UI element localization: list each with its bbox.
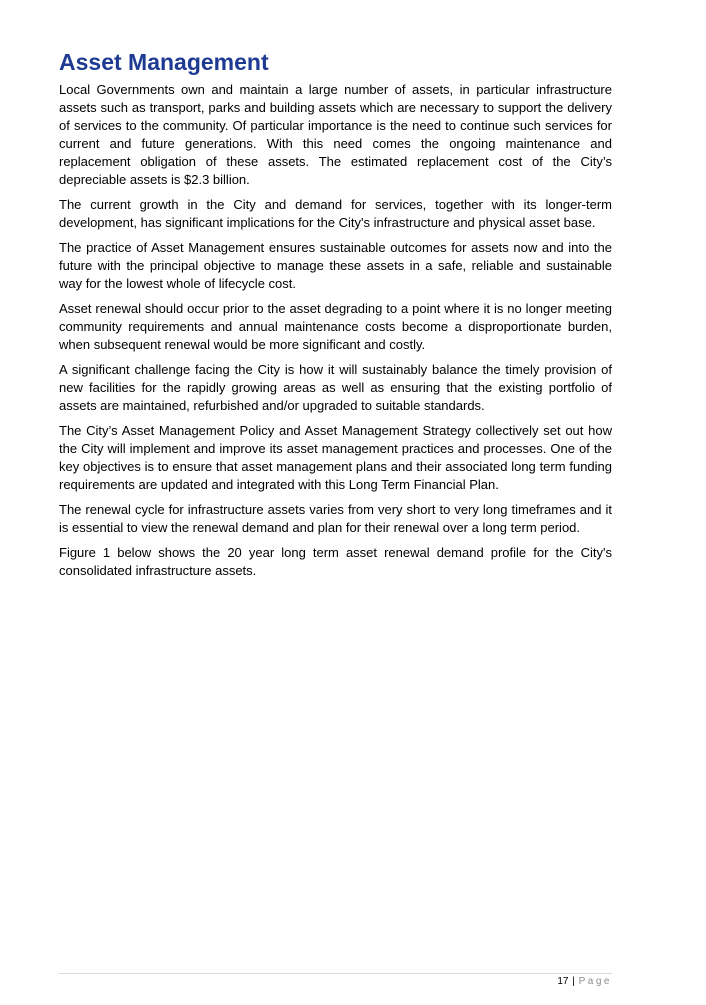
paragraph-4: Asset renewal should occur prior to the asset degrading to a point where it is no longer meeting community requirements and annual maintenance costs become a disproportionate burden, when subsequent renewal would be more significant and costly. bbox=[59, 301, 612, 352]
page-footer bbox=[557, 976, 612, 988]
paragraph-7: The renewal cycle for infrastructure assets varies from very short to very long timeframes and it is essential to view the renewal demand and plan for their renewal over a long term period. bbox=[59, 502, 612, 535]
paragraph-6: The City’s Asset Management Policy and Asset Management Strategy collectively set out how the City will implement and improve its asset management practices and processes. One of the key objectives is to ensure that asset management plans and their associated long term funding requirements are updated and integrated with this Long Term Financial Plan. bbox=[59, 423, 612, 492]
footer-divider bbox=[59, 973, 612, 974]
paragraph-2: The current growth in the City and demand for services, together with its longer-term development, has significant implications for the City's infrastructure and physical asset base. bbox=[59, 197, 612, 230]
page-number: 17 bbox=[557, 976, 569, 987]
section-heading: Asset Management bbox=[59, 49, 269, 75]
paragraph-3: The practice of Asset Management ensures sustainable outcomes for assets now and into the future with the principal objective to manage these assets in a safe, reliable and sustainable way for the lowest whole of lifecycle cost. bbox=[59, 240, 612, 291]
paragraph-1: Local Governments own and maintain a large number of assets, in particular infrastructure assets such as transport, parks and building assets which are necessary to support the delivery of services to the community. Of particular importance is the need to continue such services for current and future generations. With this need comes the ongoing maintenance and replacement obligation of these assets. The estimated replacement cost of the City’s depreciable assets is $2.3 billion. bbox=[59, 82, 612, 187]
footer-separator: | bbox=[572, 976, 575, 987]
paragraph-8: Figure 1 below shows the 20 year long term asset renewal demand profile for the City's consolidated infrastructure assets. bbox=[59, 545, 612, 578]
paragraph-5: A significant challenge facing the City is how it will sustainably balance the timely provision of new facilities for the rapidly growing areas as well as ensuring that the existing portfolio of assets are maintained, refurbished and/or upgraded to suitable standards. bbox=[59, 362, 612, 413]
page-label: Page bbox=[578, 976, 612, 987]
body-text bbox=[59, 81, 612, 587]
